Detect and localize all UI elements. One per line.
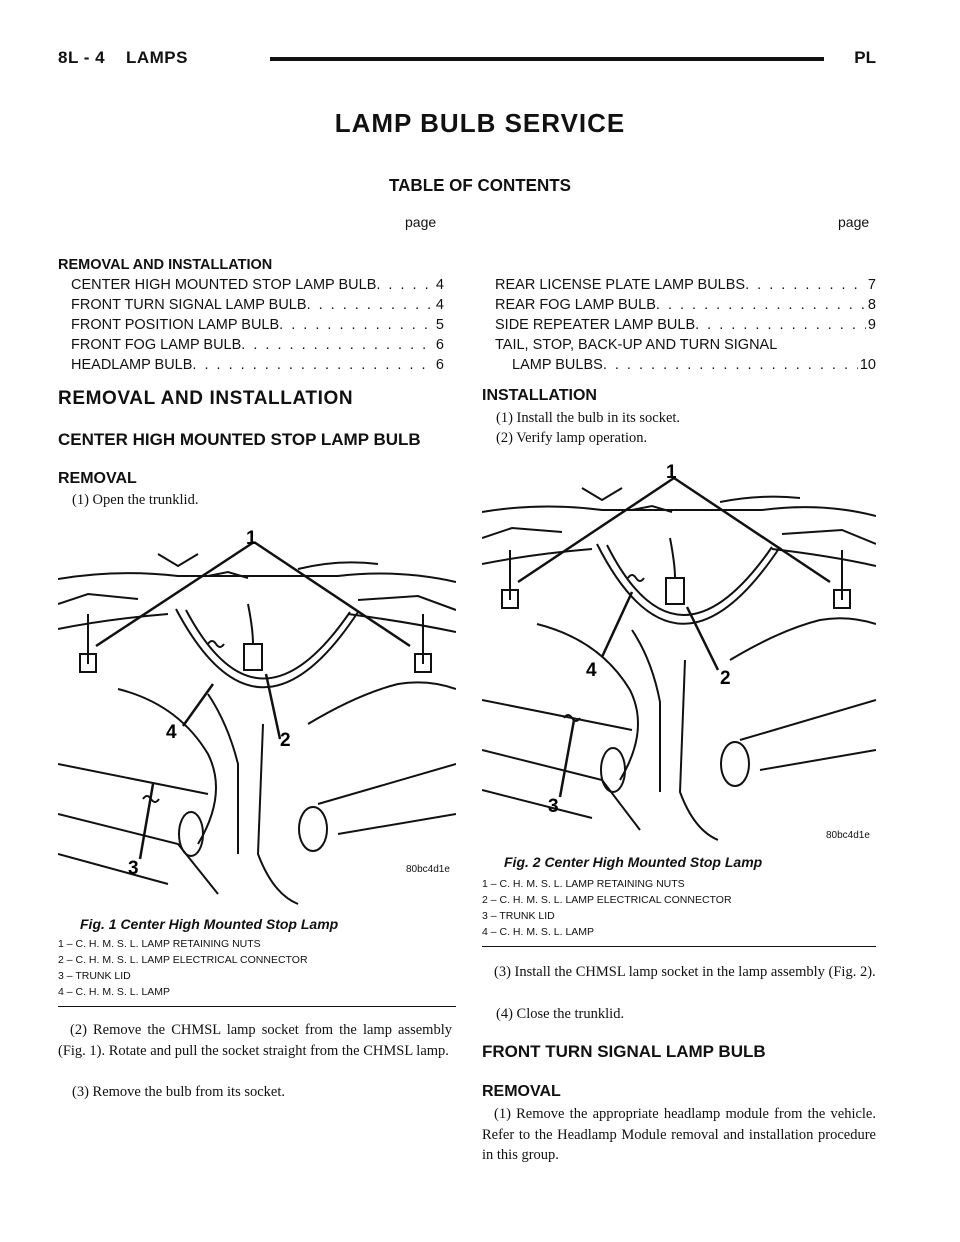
toc-page-label-left: page [405,214,437,230]
header-code: PL [854,48,876,67]
figure-2 [482,452,876,850]
figure-code: 80bc4d1e [406,864,450,875]
toc-entry[interactable]: FRONT TURN SIGNAL LAMP BULB . . . 4 [58,295,444,315]
callout-2: 2 [280,730,291,751]
legend-item: 2 – C. H. M. S. L. LAMP ELECTRICAL CONNECTOR [482,894,732,906]
toc-entry[interactable]: SIDE REPEATER LAMP BULB . . . 9 [482,315,876,335]
toc-right-column [482,275,876,375]
figure-1 [58,514,456,914]
installation-heading: INSTALLATION [482,387,597,404]
callout-4: 4 [166,722,177,743]
toc-entry[interactable]: FRONT FOG LAMP BULB . . . 6 [58,335,444,355]
legend-rule [58,1006,456,1007]
toc-entry[interactable]: FRONT POSITION LAMP BULB . . . 5 [58,315,444,335]
step-text: (1) Remove the appropriate headlamp module from the vehicle. Refer to the Headlamp Module removal and installation procedure in this group. [482,1106,876,1163]
legend-item: 3 – TRUNK LID [58,970,131,982]
chmsl-illustration [482,452,876,850]
toc-title: TABLE OF CONTENTS [389,175,571,196]
callout-4: 4 [586,660,597,681]
step-text: (2) Remove the CHMSL lamp socket from the lamp assembly (Fig. 1). Rotate and pull the socket straight from the CHMSL lamp. [58,1022,452,1059]
step-text: (3) Install the CHMSL lamp socket in the lamp assembly (Fig. 2). [494,964,876,980]
removal-heading: REMOVAL [58,470,137,487]
toc-entry[interactable]: TAIL, STOP, BACK-UP AND TURN SIGNAL [495,337,778,353]
legend-item: 3 – TRUNK LID [482,910,555,922]
legend-item: 1 – C. H. M. S. L. LAMP RETAINING NUTS [58,938,261,950]
step-text: (1) Open the trunklid. [72,492,199,508]
figure-legend [58,936,308,1000]
toc-entry[interactable]: CENTER HIGH MOUNTED STOP LAMP BULB . . . 4 [58,275,444,295]
callout-1: 1 [246,528,257,549]
section-heading: REMOVAL AND INSTALLATION [58,388,354,409]
header-rule [270,57,824,61]
header-section: 8L - 4 LAMPS [58,48,188,67]
figure-legend [482,876,732,940]
legend-item: 2 – C. H. M. S. L. LAMP ELECTRICAL CONNECTOR [58,954,308,966]
step-text: (3) Remove the bulb from its socket. [72,1084,286,1100]
chmsl-illustration [58,514,456,914]
toc-entry[interactable]: REAR FOG LAMP BULB . . . 8 [482,295,876,315]
legend-item: 4 – C. H. M. S. L. LAMP [482,926,595,938]
toc-entry[interactable]: LAMP BULBS . . . 10 [482,355,876,375]
step-text: (1) Install the bulb in its socket. [496,410,681,426]
callout-3: 3 [128,858,139,879]
page-title: LAMP BULB SERVICE [334,108,626,138]
toc-page-label-right: page [838,214,870,230]
step-text: (2) Verify lamp operation. [496,430,648,446]
legend-item: 1 – C. H. M. S. L. LAMP RETAINING NUTS [482,878,685,890]
figure-code: 80bc4d1e [826,830,870,841]
callout-2: 2 [720,668,731,689]
step-text: (4) Close the trunklid. [496,1006,625,1022]
callout-3: 3 [548,796,559,817]
subsection-heading: CENTER HIGH MOUNTED STOP LAMP BULB [58,430,421,449]
legend-rule [482,946,876,947]
subsection-heading: FRONT TURN SIGNAL LAMP BULB [482,1042,766,1061]
page-header [58,46,876,72]
toc-entry[interactable]: HEADLAMP BULB . . . 6 [58,355,444,375]
removal-heading: REMOVAL [482,1083,561,1100]
toc-left-column [58,255,444,375]
figure-caption: Fig. 1 Center High Mounted Stop Lamp [80,916,339,932]
figure-caption: Fig. 2 Center High Mounted Stop Lamp [504,854,763,870]
toc-heading: REMOVAL AND INSTALLATION [58,257,273,273]
toc-entry[interactable]: REAR LICENSE PLATE LAMP BULBS . . . 7 [482,275,876,295]
legend-item: 4 – C. H. M. S. L. LAMP [58,986,171,998]
callout-1: 1 [666,462,677,483]
